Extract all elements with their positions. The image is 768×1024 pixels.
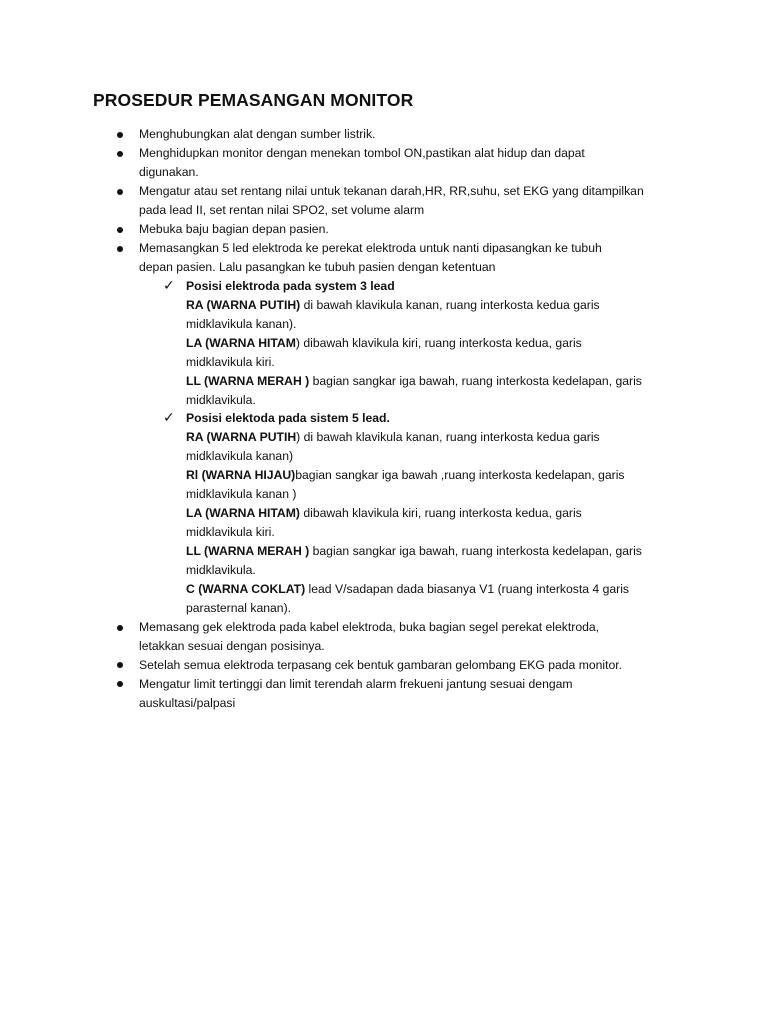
bullet-icon bbox=[117, 227, 123, 233]
step-8-line-2: auskultasi/palpasi bbox=[139, 696, 236, 710]
checkmark-icon: ✓ bbox=[163, 278, 175, 294]
step-4-line-1: Mebuka baju bagian depan pasien. bbox=[139, 222, 329, 236]
step-6-line-1: Memasang gek elektroda pada kabel elektroda, buka bagian segel perekat elektroda, bbox=[139, 620, 600, 634]
lead3-item-la: LA (WARNA HITAM) dibawah klavikula kiri, ruang interkosta kedua, garis bbox=[186, 336, 582, 350]
step-8-line-1: Mengatur limit tertinggi dan limit terendah alarm frekueni jantung sesuai dengam bbox=[139, 677, 573, 691]
step-3-line-2: pada lead II, set rentan nilai SPO2, set volume alarm bbox=[139, 203, 425, 217]
lead3-item-ra-cont: midklavikula kanan). bbox=[186, 317, 297, 331]
bullet-icon bbox=[117, 662, 123, 668]
lead5-item-ll: LL (WARNA MERAH ) bagian sangkar iga bawah, ruang interkosta kedelapan, garis bbox=[186, 544, 642, 558]
lead5-item-c: C (WARNA COKLAT) lead V/sadapan dada biasanya V1 (ruang interkosta 4 garis bbox=[186, 582, 630, 596]
lead3-heading: Posisi elektroda pada system 3 lead bbox=[186, 279, 395, 293]
bullet-icon bbox=[117, 189, 123, 195]
step-2-line-2: digunakan. bbox=[139, 165, 199, 179]
page-title: PROSEDUR PEMASANGAN MONITOR bbox=[93, 90, 414, 110]
lead5-item-rl: Rl (WARNA HIJAU)bagian sangkar iga bawah ,ruang interkosta kedelapan, garis bbox=[186, 468, 625, 482]
bullet-icon bbox=[117, 151, 123, 157]
step-1-line-1: Menghubungkan alat dengan sumber listrik. bbox=[139, 127, 376, 141]
bullet-icon bbox=[117, 246, 123, 252]
lead3-item-ll-cont: midklavikula. bbox=[186, 393, 256, 407]
checkmark-icon: ✓ bbox=[163, 410, 175, 426]
lead3-item-la-cont: midklavikula kiri. bbox=[186, 355, 275, 369]
lead3-item-ra: RA (WARNA PUTIH) di bawah klavikula kanan, ruang interkosta kedua garis bbox=[186, 298, 600, 312]
lead5-item-la-cont: midklavikula kiri. bbox=[186, 525, 275, 539]
lead5-heading: Posisi elektoda pada sistem 5 lead. bbox=[186, 411, 390, 425]
step-2-line-1: Menghidupkan monitor dengan menekan tombol ON,pastikan alat hidup dan dapat bbox=[139, 146, 585, 160]
lead5-item-ll-cont: midklavikula. bbox=[186, 563, 256, 577]
step-5-line-2: depan pasien. Lalu pasangkan ke tubuh pasien dengan ketentuan bbox=[139, 260, 496, 274]
bullet-icon bbox=[117, 132, 123, 138]
lead5-item-la: LA (WARNA HITAM) dibawah klavikula kiri, ruang interkosta kedua, garis bbox=[186, 506, 582, 520]
lead5-item-rl-cont: midklavikula kanan ) bbox=[186, 487, 297, 501]
bullet-icon bbox=[117, 625, 123, 631]
bullet-icon bbox=[117, 681, 123, 687]
lead5-item-ra-cont: midklavikula kanan) bbox=[186, 449, 294, 463]
step-6-line-2: letakkan sesuai dengan posisinya. bbox=[139, 639, 325, 653]
lead5-item-ra: RA (WARNA PUTIH) di bawah klavikula kanan, ruang interkosta kedua garis bbox=[186, 430, 600, 444]
step-7-line-1: Setelah semua elektroda terpasang cek bentuk gambaran gelombang EKG pada monitor. bbox=[139, 658, 623, 672]
step-3-line-1: Mengatur atau set rentang nilai untuk tekanan darah,HR, RR,suhu, set EKG yang ditampilkan bbox=[139, 184, 644, 198]
lead5-item-c-cont: parasternal kanan). bbox=[186, 601, 292, 615]
step-5-line-1: Memasangkan 5 led elektroda ke perekat elektroda untuk nanti dipasangkan ke tubuh bbox=[139, 241, 602, 255]
lead3-item-ll: LL (WARNA MERAH ) bagian sangkar iga bawah, ruang interkosta kedelapan, garis bbox=[186, 374, 642, 388]
